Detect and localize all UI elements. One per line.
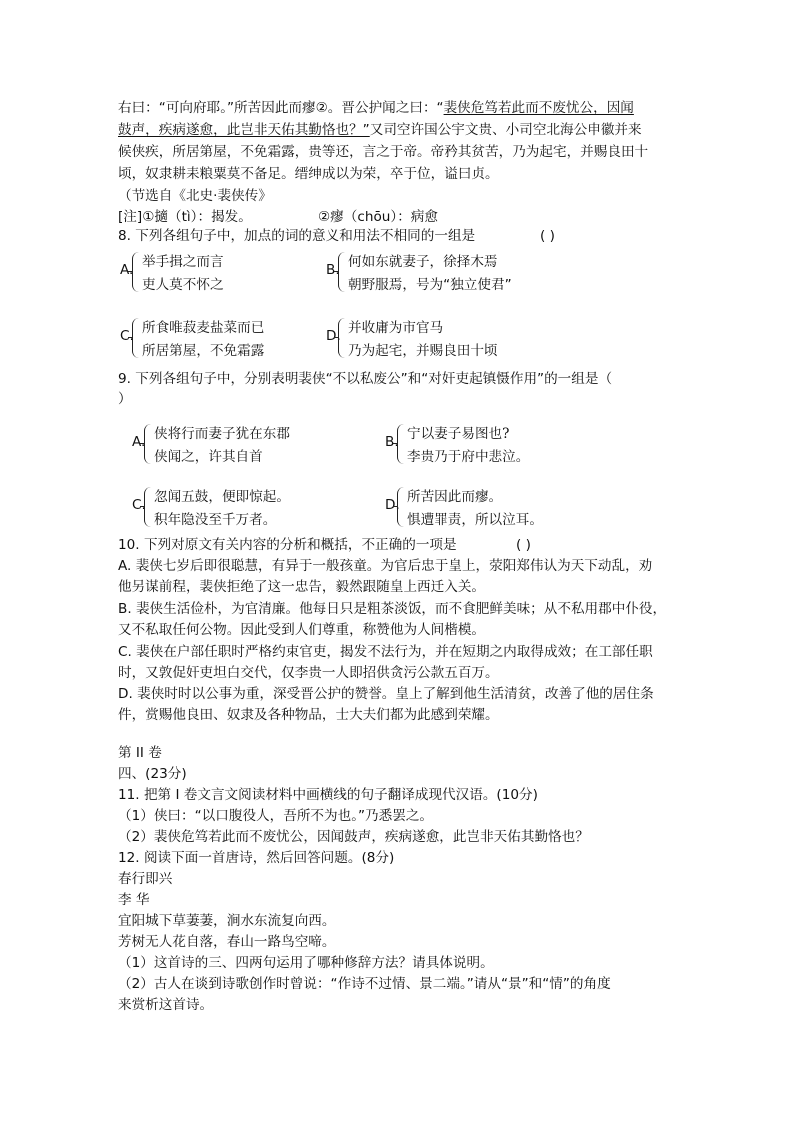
q9-stem: 9. 下列各组句子中，分别表明裴侠“不以私废公”和“对奸吏起镇慑作用”的一组是（ [118,371,613,387]
q10-option-b-line-1: B. 裴侠生活俭朴，为官清廉。他每日只是粗茶淡饭，而不食肥鲜美味；从不私用郡中仆役， [118,601,667,617]
brace-icon [338,252,346,292]
q10-option-c-line-1: C. 裴侠在户部任职时严格约束官吏，揭发不法行为，并在短期之内取得成效；在工部任职 [118,644,653,660]
brace-icon [132,252,140,292]
q8-stem: 8. 下列各组句子中，加点的词的意义和用法不相同的一组是 [118,228,476,244]
brace-icon [132,318,140,358]
option-line-2: 吏人莫不怀之 [142,277,224,293]
brace-icon [144,487,152,527]
underlined-sentence: 裴侠危笃若此而不废忧公，因闻 [443,100,634,116]
option-line-1: 举手揖之而言 [142,254,224,270]
q10-option-d-line-2: 件，赏赐他良田、奴隶及各种物品，士大夫们都为此感到荣耀。 [118,707,499,723]
option-line-2: 积年隐没至千万者。 [154,512,277,528]
q8-answer-paren: ( ) [540,228,555,244]
poem-title: 春行即兴 [118,871,173,887]
poem-line-2: 芳树无人花自落，春山一路鸟空啼。 [118,934,336,950]
brace-icon [338,318,346,358]
q10-option-a-line-2: 他另谋前程，裴侠拒绝了这一忠告，毅然跟随皇上西迁入关。 [118,579,486,595]
q11-item-1: （1）侠曰：“以口腹役人，吾所不为也。”乃悉罢之。 [118,808,433,824]
underlined-sentence: 鼓声，疾病遂愈，此岂非天佑其勤恪也？” [118,122,370,138]
option-line-1: 侠将行而妻子犹在东郡 [154,426,290,442]
option-letter: B. [385,434,399,450]
brace-icon [397,487,405,527]
option-letter: C. [132,497,146,513]
option-line-2: 李贵乃于府中悲泣。 [407,449,530,465]
q10-option-d-line-1: D. 裴侠时时以公事为重，深受晋公护的赞誉。皇上了解到他生活清贫，改善了他的居住条 [118,686,654,702]
option-letter: C. [120,328,134,344]
q10-option-b-line-2: 又不私取任何公物。因此受到人们尊重，称赞他为人间楷模。 [118,622,486,638]
passage-text: 又司空许国公宇文贵、小司空北海公申徽并来 [369,122,642,138]
q9-stem-close: ） [118,391,132,407]
q12-item-2-line-2: 来赏析这首诗。 [118,997,214,1013]
q12-item-2-line-1: （2）古人在谈到诗歌创作时曾说：“作诗不过情、景二端。”请从“景”和“情”的角度 [118,976,611,992]
q11-stem: 11. 把第 I 卷文言文阅读材料中画横线的句子翻译成现代汉语。(10分) [118,787,538,803]
option-line-2: 乃为起宅，并赐良田十顷 [348,343,498,359]
q10-option-a-line-1: A. 裴侠七岁后即很聪慧，有异于一般孩童。为官后忠于皇上，荥阳郑伟认为天下动乱，劝 [118,558,653,574]
passage-line-1 [118,98,634,118]
option-line-1: 何如东就妻子，徐择木焉 [348,254,498,270]
q10-stem: 10. 下列对原文有关内容的分析和概括，不正确的一项是 [118,537,457,553]
passage-note-1: [注]①擿（tì）：揭发。 [118,209,252,225]
poem-author: 李 华 [118,892,150,908]
option-line-1: 忽闻五鼓，便即惊起。 [154,489,290,505]
passage-line-3: 候侠疾，所居第屋，不免霜露，贵等还，言之于帝。帝矜其贫苦，乃为起宅，并赐良田十 [118,144,649,160]
option-letter: B. [326,262,340,278]
section-heading: 四、(23分) [118,766,187,782]
option-line-2: 朝野服焉，号为“独立使君” [348,277,512,293]
passage-line-2 [118,120,642,140]
poem-line-1: 宜阳城下草萋萋，涧水东流复向西。 [118,913,336,929]
passage-text: 右曰：“可向府耶。”所苦因此而瘳②。晋公护闻之曰：“ [118,100,444,116]
q12-item-1: （1）这首诗的三、四两句运用了哪种修辞方法？请具体说明。 [118,955,494,971]
option-line-1: 所苦因此而瘳。 [407,489,503,505]
q10-answer-paren: ( ) [516,537,531,553]
option-letter: A. [132,434,146,450]
q12-stem: 12. 阅读下面一首唐诗，然后回答问题。(8分) [118,850,395,866]
passage-note-2: ②瘳（chōu）：病愈 [318,209,438,225]
option-letter: D. [385,497,400,513]
option-line-2: 侠闻之，许其自首 [154,449,263,465]
option-line-1: 所食唯菽麦盐菜而已 [142,320,265,336]
brace-icon [144,424,152,464]
option-line-2: 所居第屋，不免霜露 [142,343,265,359]
q11-item-2: （2）裴侠危笃若此而不废忧公，因闻鼓声，疾病遂愈，此岂非天佑其勤恪也？ [118,829,589,845]
passage-line-4: 顷，奴隶耕耒粮粟莫不备足。缙绅成以为荣，卒于位，谥曰贞。 [118,166,499,182]
option-letter: D. [326,328,341,344]
section-title: 第 II 卷 [118,745,162,761]
q10-option-c-line-2: 时，又敦促奸吏坦白交代，仅李贵一人即招供贪污公款五百万。 [118,665,499,681]
option-line-1: 宁以妻子易图也? [407,426,510,442]
option-letter: A. [120,262,134,278]
option-line-2: 惧遭罪责，所以泣耳。 [407,512,543,528]
option-line-1: 并收庸为市官马 [348,320,444,336]
brace-icon [397,424,405,464]
passage-source: （节选自《北史·裴侠传》 [118,188,272,204]
